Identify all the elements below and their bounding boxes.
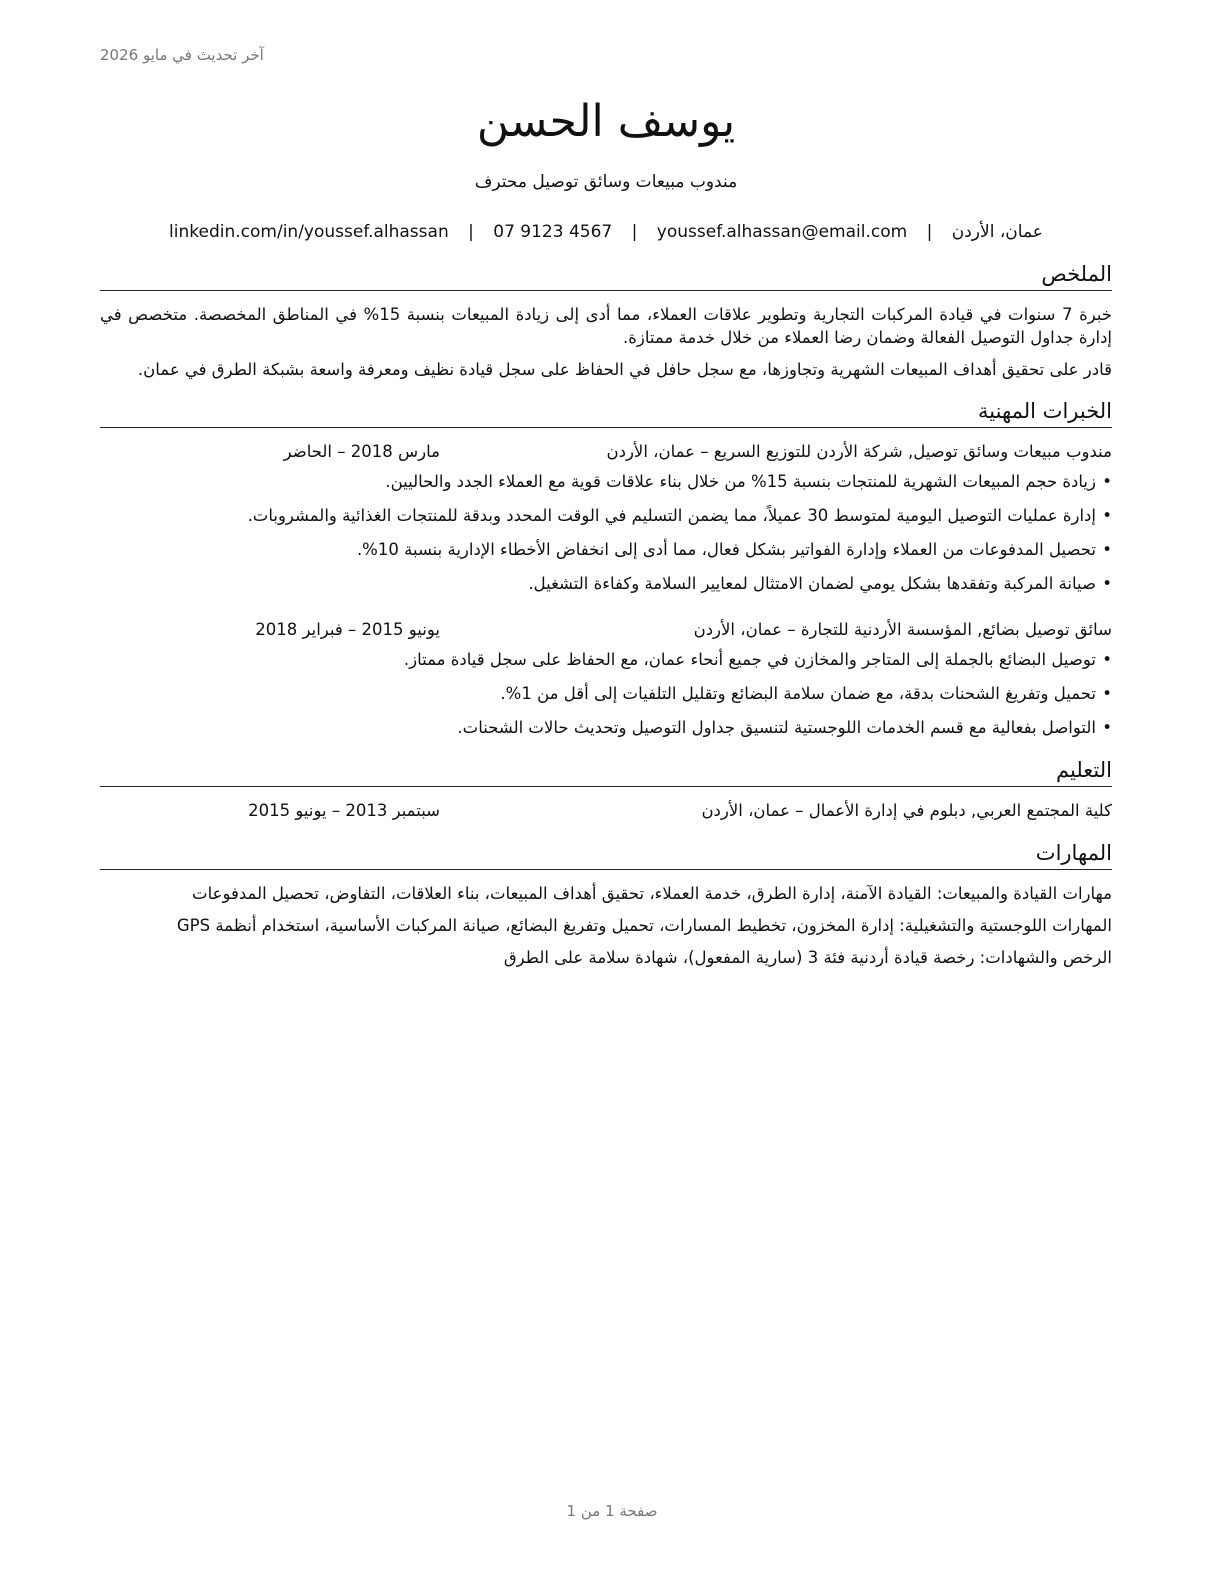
contact-separator: | xyxy=(926,222,933,242)
job-bullet: • التواصل بفعالية مع قسم الخدمات اللوجستية لتنسيق جداول التوصيل وتحديث حالات الشحنات. xyxy=(100,716,1112,740)
experience-section xyxy=(100,397,1112,740)
education-title-org: كلية المجتمع العربي, دبلوم في إدارة الأعمال – عمان، الأردن xyxy=(701,801,1112,820)
contact-line xyxy=(100,220,1112,244)
resume-body xyxy=(100,90,1112,969)
candidate-name: يوسف الحسن xyxy=(476,96,736,147)
last-updated-note: آخر تحديث في مايو 2026 xyxy=(100,46,264,64)
job-title-org: مندوب مبيعات وسائق توصيل, شركة الأردن للتوزيع السريع – عمان، الأردن xyxy=(606,442,1112,461)
summary-paragraph: قادر على تحقيق أهداف المبيعات الشهرية وتجاوزها، مع سجل حافل في الحفاظ على سجل قيادة نظيف ومعرفة واسعة بشبكة الطرق في عمان. xyxy=(137,360,1112,379)
skills-line: الرخص والشهادات: رخصة قيادة أردنية فئة 3 (سارية المفعول)، شهادة سلامة على الطرق xyxy=(503,948,1112,967)
job-entry xyxy=(100,618,1112,740)
job-dates: يونيو 2015 – فبراير 2018 xyxy=(255,620,440,639)
job-bullet: • صيانة المركبة وتفقدها بشكل يومي لضمان الامتثال لمعايير السلامة وكفاءة التشغيل. xyxy=(100,572,1112,596)
job-bullet: • زيادة حجم المبيعات الشهرية للمنتجات بنسبة 15% من خلال بناء علاقات قوية مع العملاء الجدد والحاليين. xyxy=(100,470,1112,494)
contact-phone[interactable]: 07 9123 4567 xyxy=(493,222,613,242)
skills-line: مهارات القيادة والمبيعات: القيادة الآمنة، إدارة الطرق، خدمة العملاء، تحقيق أهداف المبيعات، بناء العلاقات، التفاوض، تحصيل المدفوعات xyxy=(192,884,1112,903)
education-section xyxy=(100,756,1112,823)
candidate-headline: مندوب مبيعات وسائق توصيل محترف xyxy=(474,172,738,192)
job-entry xyxy=(100,440,1112,596)
job-bullet: • تحميل وتفريغ الشحنات بدقة، مع ضمان سلامة البضائع وتقليل التلفيات إلى أقل من 1%. xyxy=(100,682,1112,706)
job-bullet: • تحصيل المدفوعات من العملاء وإدارة الفواتير بشكل فعال، مما أدى إلى انخفاض الأخطاء الإدارية بنسبة 10%. xyxy=(100,538,1112,562)
skills-line: المهارات اللوجستية والتشغيلية: إدارة المخزون، تخطيط المسارات، تحميل وتفريغ البضائع، صيانة المركبات الأساسية، استخدام أنظمة GPS xyxy=(176,916,1112,935)
job-title-org: سائق توصيل بضائع, المؤسسة الأردنية للتجارة – عمان، الأردن xyxy=(693,620,1112,639)
summary-paragraph: خبرة 7 سنوات في قيادة المركبات التجارية وتطوير علاقات العملاء، مما أدى إلى زيادة المبيعات بنسبة 15% في المناطق المخصصة. متخصص في إدارة جداول التوصيل الفعالة وضمان رضا العملاء من خلال خدمة ممتازة. xyxy=(100,305,1112,347)
skills-title: المهارات xyxy=(100,839,1112,870)
job-bullets xyxy=(100,470,1112,596)
skills-section xyxy=(100,839,1112,969)
summary-section xyxy=(100,260,1112,381)
contact-separator: | xyxy=(631,222,638,242)
contact-linkedin[interactable]: linkedin.com/in/youssef.alhassan xyxy=(169,222,449,242)
education-dates: سبتمبر 2013 – يونيو 2015 xyxy=(248,801,440,820)
education-title: التعليم xyxy=(100,756,1112,787)
job-bullets xyxy=(100,648,1112,740)
contact-email[interactable]: youssef.alhassan@email.com xyxy=(656,222,908,242)
contact-location: عمان، الأردن xyxy=(951,222,1043,242)
summary-title: الملخص xyxy=(100,260,1112,291)
job-bullet: • توصيل البضائع بالجملة إلى المتاجر والمخازن في جميع أنحاء عمان، مع الحفاظ على سجل قيادة ممتاز. xyxy=(100,648,1112,672)
experience-title: الخبرات المهنية xyxy=(100,397,1112,428)
job-bullet: • إدارة عمليات التوصيل اليومية لمتوسط 30 عميلاً، مما يضمن التسليم في الوقت المحدد وبدقة للمنتجات الغذائية والمشروبات. xyxy=(100,504,1112,528)
contact-separator: | xyxy=(468,222,474,242)
education-entry xyxy=(100,799,1112,823)
page-indicator: صفحة 1 من 1 xyxy=(566,1502,658,1520)
job-dates: مارس 2018 – الحاضر xyxy=(283,442,440,461)
